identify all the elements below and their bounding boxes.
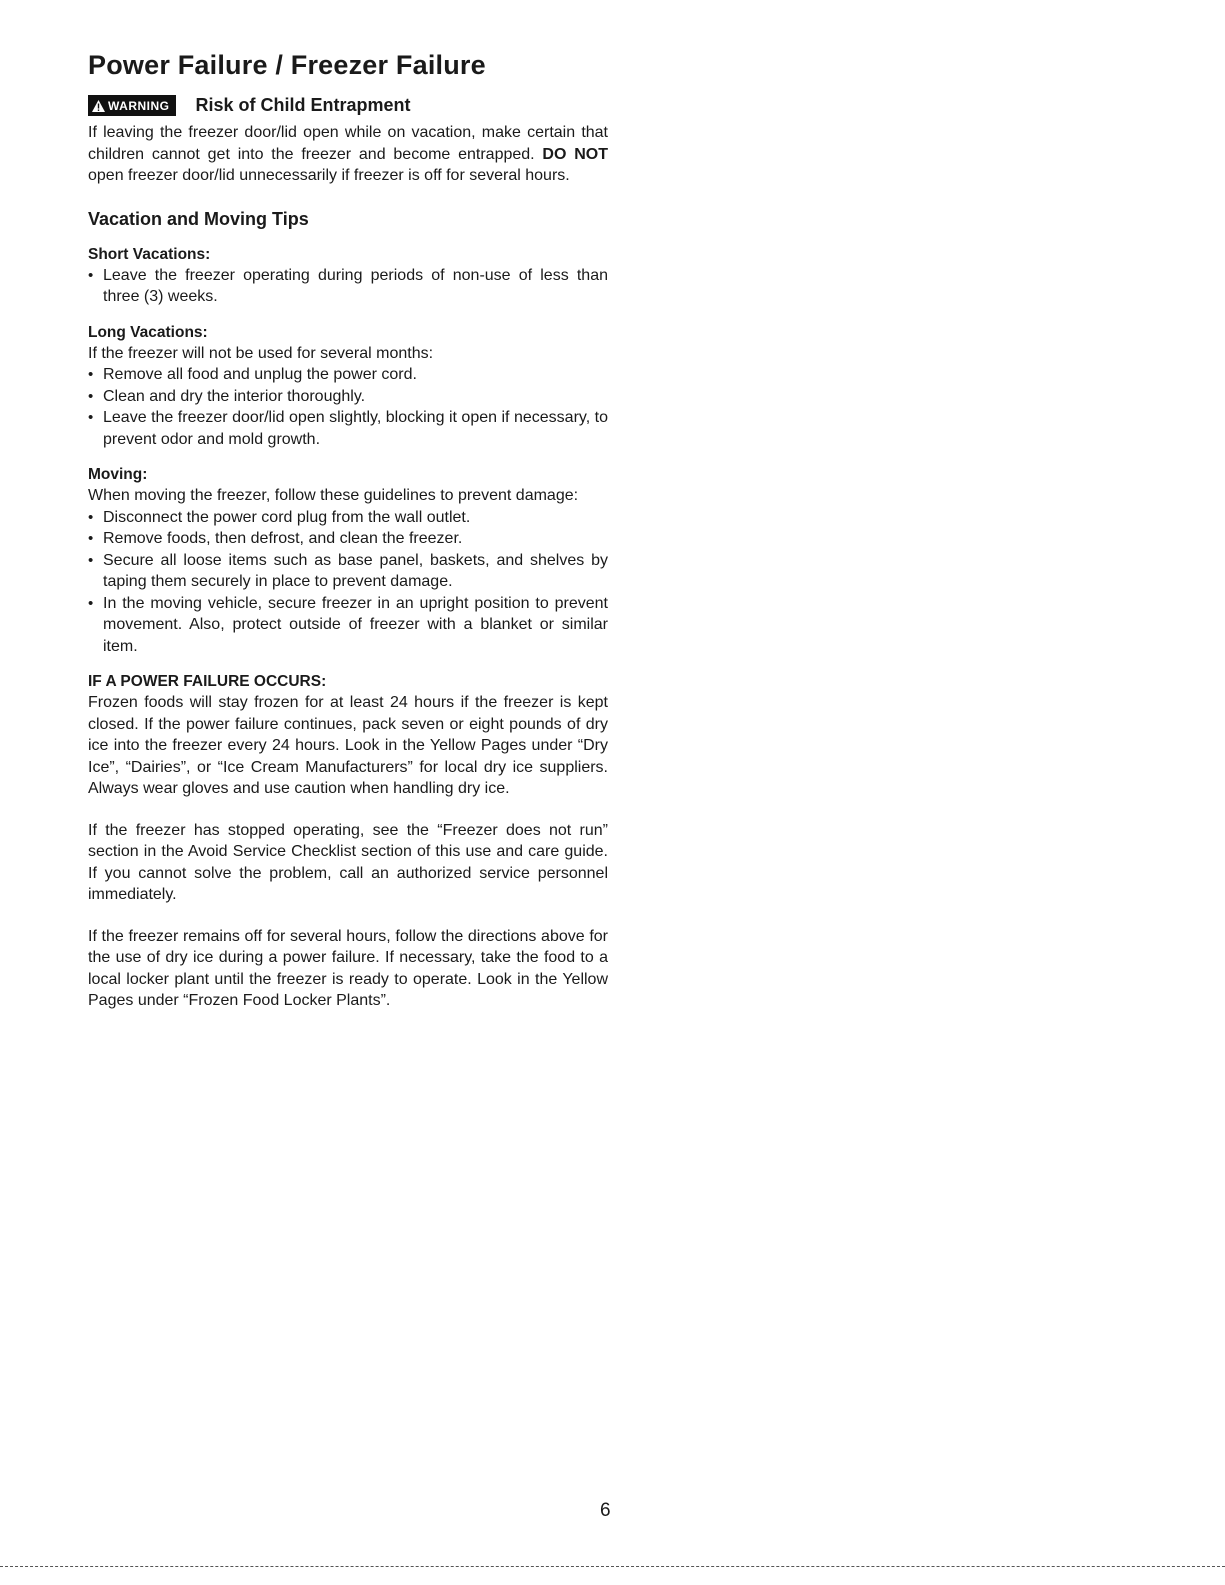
list-item: • Clean and dry the interior thoroughly. xyxy=(88,386,608,408)
bottom-rule xyxy=(0,1566,1225,1567)
warning-text xyxy=(88,122,608,187)
long-vacations-intro: If the freezer will not be used for several months: xyxy=(88,344,434,362)
power-failure-section xyxy=(88,673,608,1012)
moving-section xyxy=(88,466,608,657)
power-failure-paragraph: If the freezer remains off for several hours, follow the directions above for the use of dry ice during a power failure. If necessary, take the food to a local locker plant until the freezer is ready to operate. Look in the Yellow Pages under “Frozen Food Locker Plants”. xyxy=(88,927,608,1009)
short-vacations-section xyxy=(88,246,608,308)
list-item: • In the moving vehicle, secure freezer in an upright position to prevent movement. Also, protect outside of freezer with a blanket or similar item. xyxy=(88,593,608,658)
list-item: • Disconnect the power cord plug from the wall outlet. xyxy=(88,507,608,529)
page-title: Power Failure / Freezer Failure xyxy=(88,50,486,80)
page-number: 6 xyxy=(600,1500,611,1521)
warning-triangle-icon xyxy=(91,99,106,113)
list-item: • Remove foods, then defrost, and clean the freezer. xyxy=(88,528,608,550)
warning-heading: Risk of Child Entrapment xyxy=(195,95,411,115)
warning-header xyxy=(88,95,608,116)
warning-do-not: DO NOT xyxy=(542,145,608,163)
page-content xyxy=(88,50,608,1032)
power-failure-paragraph: If the freezer has stopped operating, see the “Freezer does not run” section in the Avoid Service Checklist section of this use and care guide. If you cannot solve the problem, call an authorized service personnel immediately. xyxy=(88,821,608,903)
warning-text-part1: If leaving the freezer door/lid open while on vacation, make certain that children cannot get into the freezer and become entrapped. xyxy=(88,124,608,163)
long-vacations-section xyxy=(88,324,608,451)
power-failure-heading: IF A POWER FAILURE OCCURS: xyxy=(88,673,327,690)
list-item: • Leave the freezer door/lid open slightly, blocking it open if necessary, to prevent odor and mold growth. xyxy=(88,407,608,450)
long-vacations-heading: Long Vacations: xyxy=(88,323,208,341)
short-vacations-heading: Short Vacations: xyxy=(88,245,211,263)
list-item: • Secure all loose items such as base panel, baskets, and shelves by taping them securely in place to prevent damage. xyxy=(88,550,608,593)
moving-intro: When moving the freezer, follow these guidelines to prevent damage: xyxy=(88,487,579,504)
warning-badge xyxy=(88,95,176,116)
vacation-heading: Vacation and Moving Tips xyxy=(88,208,309,229)
list-item: • Leave the freezer operating during periods of non-use of less than three (3) weeks. xyxy=(88,265,608,308)
warning-badge-label: WARNING xyxy=(108,98,170,113)
list-item: • Remove all food and unplug the power cord. xyxy=(88,364,608,386)
warning-text-part2: open freezer door/lid unnecessarily if freezer is off for several hours. xyxy=(88,167,570,184)
moving-heading: Moving: xyxy=(88,466,148,483)
power-failure-paragraph: Frozen foods will stay frozen for at least 24 hours if the freezer is kept closed. If the power failure continues, pack seven or eight pounds of dry ice into the freezer every 24 hours. Look in the Yellow Pages under “Dry Ice”, “Dairies”, or “Ice Cream Manufacturers” for local dry ice suppliers. Always wear gloves and use caution when handling dry ice. xyxy=(88,694,608,797)
